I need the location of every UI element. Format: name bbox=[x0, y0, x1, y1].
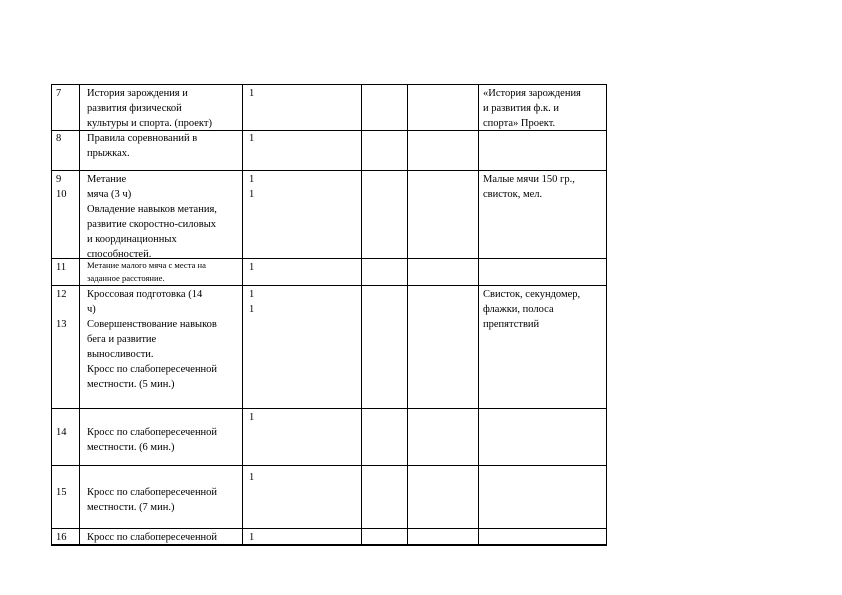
lesson-hours: 1 bbox=[249, 532, 255, 543]
lesson-topic: Кросс по слабопересеченной местности. (7 мин.) bbox=[87, 487, 218, 513]
column-divider bbox=[407, 84, 408, 546]
table-border-top bbox=[51, 84, 607, 85]
lesson-notes: Малые мячи 150 гр., свисток, мел. bbox=[483, 174, 575, 200]
lesson-topic: Кроссовая подготовка (14 ч) Совершенствование навыков бега и развитие выносливости. Кросс по слабопересеченной местности. (5 мин.) bbox=[87, 289, 218, 390]
lesson-notes: «История зарождения и развития ф.к. и спорта» Проект. bbox=[483, 88, 581, 129]
lesson-hours: 1 bbox=[249, 262, 255, 273]
column-divider bbox=[606, 84, 607, 546]
row-divider bbox=[51, 465, 607, 466]
lesson-hours: 1 1 bbox=[249, 289, 255, 315]
column-divider bbox=[361, 84, 362, 546]
column-divider bbox=[478, 84, 479, 546]
column-divider bbox=[79, 84, 80, 546]
row-divider bbox=[51, 285, 607, 286]
lesson-number: 11 bbox=[56, 262, 67, 273]
lesson-number: 9 10 bbox=[56, 174, 67, 200]
row-divider bbox=[51, 170, 607, 171]
lesson-hours: 1 bbox=[249, 88, 255, 99]
row-divider bbox=[51, 528, 607, 529]
lesson-hours: 1 bbox=[249, 412, 255, 423]
column-divider bbox=[242, 84, 243, 546]
lesson-notes: Свисток, секундомер, флажки, полоса препятствий bbox=[483, 289, 581, 330]
lesson-topic: Метание малого мяча с места на заданное расстояние. bbox=[87, 260, 206, 283]
lesson-topic: Метание мяча (3 ч) Овладение навыков метания, развитие скоростно-силовых и координационных способностей. bbox=[87, 174, 217, 260]
lesson-number: 7 bbox=[56, 88, 62, 99]
lesson-hours: 1 bbox=[249, 133, 255, 144]
row-divider bbox=[51, 408, 607, 409]
lesson-number: 16 bbox=[56, 532, 67, 543]
lesson-topic: Правила соревнований в прыжках. bbox=[87, 133, 198, 159]
lesson-topic: Кросс по слабопересеченной bbox=[87, 532, 218, 543]
column-divider bbox=[51, 84, 52, 546]
lesson-hours: 1 1 bbox=[249, 174, 255, 200]
lesson-number: 12 13 bbox=[56, 289, 67, 330]
lesson-hours: 1 bbox=[249, 472, 255, 483]
lesson-topic: Кросс по слабопересеченной местности. (6 мин.) bbox=[87, 427, 218, 453]
lesson-number: 8 bbox=[56, 133, 62, 144]
lesson-number: 15 bbox=[56, 487, 67, 498]
lesson-number: 14 bbox=[56, 427, 67, 438]
lesson-topic: История зарождения и развития физической культуры и спорта. (проект) bbox=[87, 88, 212, 129]
